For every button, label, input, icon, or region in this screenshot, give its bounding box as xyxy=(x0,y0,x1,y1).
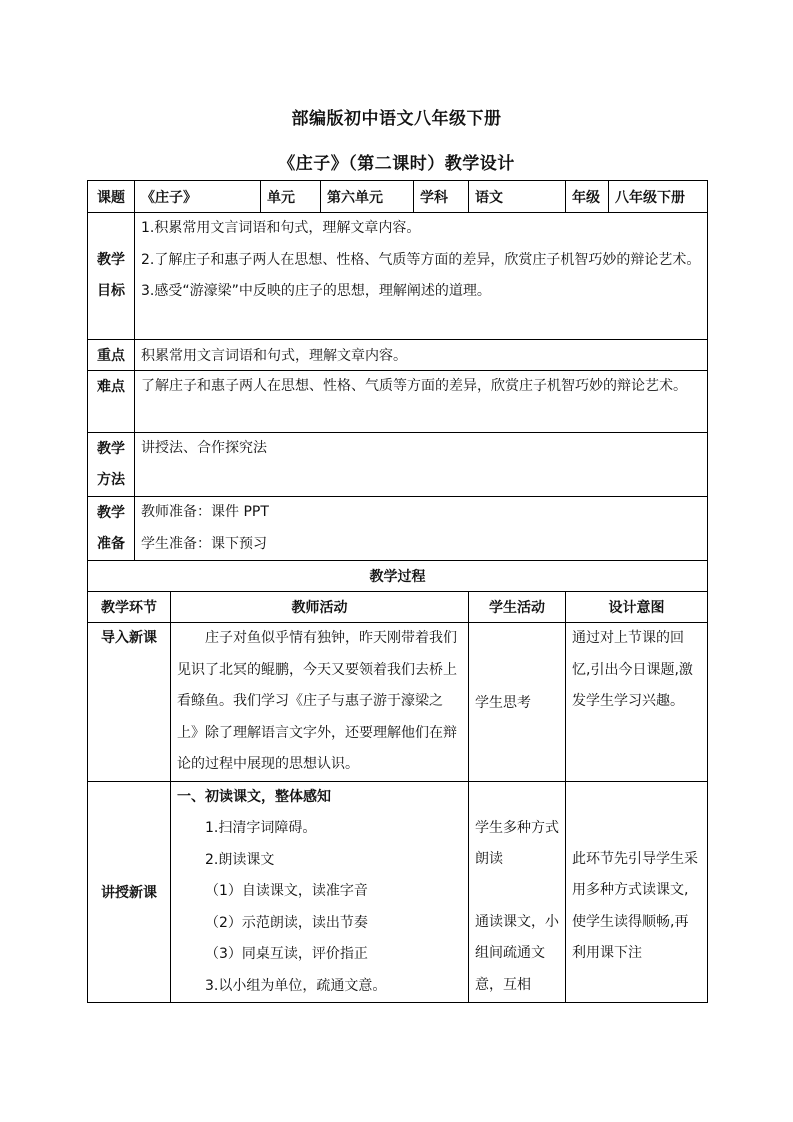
preparation-content xyxy=(135,497,708,561)
intro-student-activity: 学生思考 xyxy=(469,623,566,782)
ketie-label: 课题 xyxy=(88,181,135,213)
teach-step: 2.朗读课文 xyxy=(205,851,275,868)
key-point-label: 重点 xyxy=(88,340,135,371)
objective-item: 1.积累常用文言词语和句式，理解文章内容。 xyxy=(141,220,421,236)
teacher-preparation: 教师准备：课件 PPT xyxy=(141,504,269,520)
objective-item: 3.感受“游濠梁”中反映的庄子的思想，理解阐述的道理。 xyxy=(141,283,491,299)
method-label xyxy=(88,433,135,497)
process-header-row xyxy=(88,592,708,623)
objective-item: 2.了解庄子和惠子两人在思想、性格、气质等方面的差异，欣赏庄子机智巧妙的辩论艺术。 xyxy=(141,251,701,268)
teach-teacher-activity xyxy=(171,781,469,1003)
teach-stage: 讲授新课 xyxy=(88,781,171,1003)
teach-heading: 一、初读课文，整体感知 xyxy=(177,788,331,805)
key-point-text: 积累常用文言词语和句式，理解文章内容。 xyxy=(135,340,708,371)
preparation-label xyxy=(88,497,135,561)
grade-value: 八年级下册 xyxy=(609,181,708,213)
teach-step: 1.扫清字词障碍。 xyxy=(205,820,317,836)
preparation-label-line2: 准备 xyxy=(97,535,125,552)
preparation-label-line1: 教学 xyxy=(97,504,125,521)
col-design-header: 设计意图 xyxy=(566,592,708,623)
objectives-label-line1: 教学 xyxy=(97,252,125,268)
teach-student-activity xyxy=(469,781,566,1003)
method-label-line2: 方法 xyxy=(97,471,125,488)
unit-value: 第六单元 xyxy=(321,181,414,213)
intro-teacher-activity: 庄子对鱼似乎情有独钟，昨天刚带着我们见识了北冥的鲲鹏，今天又要领着我们去桥上看鲦鱼。我们学习《庄子与惠子游于濠梁之上》除了理解语言文字外，还要理解他们在辩论的过程中展现的思想认识。 xyxy=(171,623,469,782)
teach-substep: （2）示范朗读，读出节奏 xyxy=(205,914,368,931)
lesson-plan-table xyxy=(87,180,708,1003)
grade-label: 年级 xyxy=(566,181,609,213)
method-text: 讲授法、合作探究法 xyxy=(135,433,708,497)
teach-row xyxy=(88,781,708,1003)
difficulty-label: 难点 xyxy=(88,371,135,433)
preparation-row xyxy=(88,497,708,561)
objectives-content xyxy=(135,213,708,340)
process-title: 教学过程 xyxy=(88,561,708,592)
col-student-header: 学生活动 xyxy=(469,592,566,623)
col-teacher-header: 教师活动 xyxy=(171,592,469,623)
objectives-label-line2: 目标 xyxy=(97,283,125,299)
objectives-row xyxy=(88,213,708,340)
student-activity-group: 通读课文，小组间疏通文意，互相 xyxy=(475,913,559,993)
difficulty-row xyxy=(88,371,708,433)
ketie-value: 《庄子》 xyxy=(135,181,261,213)
teach-substep: （3）同桌互读，评价指正 xyxy=(205,946,368,962)
method-label-line1: 教学 xyxy=(97,440,125,457)
document-subtitle: 《庄子》（第二课时）教学设计 xyxy=(278,154,515,174)
document-title: 部编版初中语文八年级下册 xyxy=(291,109,502,129)
student-activity-read: 学生多种方式朗读 xyxy=(475,819,559,867)
header-row xyxy=(88,181,708,213)
objectives-label xyxy=(88,213,135,340)
intro-stage: 导入新课 xyxy=(88,623,171,782)
difficulty-text: 了解庄子和惠子两人在思想、性格、气质等方面的差异，欣赏庄子机智巧妙的辩论艺术。 xyxy=(135,371,708,433)
process-title-row xyxy=(88,561,708,592)
subject-value: 语文 xyxy=(469,181,566,213)
method-row xyxy=(88,433,708,497)
teach-step: 3.以小组为单位，疏通文意。 xyxy=(205,977,387,994)
teach-substep: （1）自读课文，读准字音 xyxy=(205,883,368,899)
intro-design-intent: 通过对上节课的回忆,引出今日课题,激发学生学习兴趣。 xyxy=(566,623,708,782)
teach-design-intent: 此环节先引导学生采用多种方式读课文,使学生读得顺畅,再利用课下注 xyxy=(566,781,708,1003)
subject-label: 学科 xyxy=(414,181,469,213)
student-preparation: 学生准备：课下预习 xyxy=(141,535,267,552)
col-stage-header: 教学环节 xyxy=(88,592,171,623)
intro-row xyxy=(88,623,708,782)
key-point-row xyxy=(88,340,708,371)
unit-label: 单元 xyxy=(261,181,321,213)
